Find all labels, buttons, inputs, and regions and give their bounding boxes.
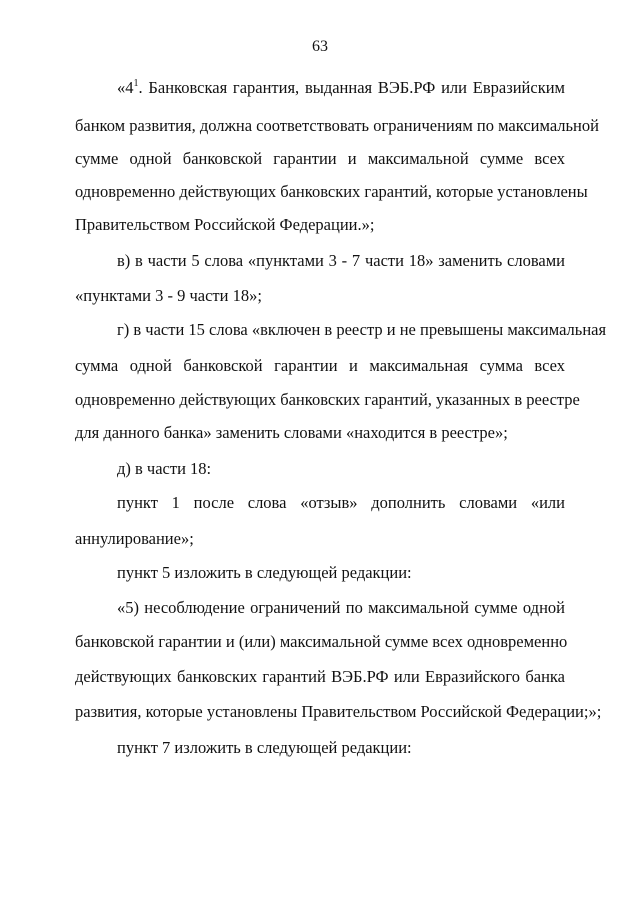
paragraph-line: пункт 5 изложить в следующей редакции: <box>117 563 412 582</box>
paragraph-line: сумме одной банковской гарантии и максимальной сумме всех <box>75 149 565 168</box>
paragraph-line: «5) несоблюдение ограничений по максимальной сумме одной <box>117 598 565 617</box>
paragraph-line: банком развития, должна соответствовать ограничениям по максимальной <box>75 116 599 135</box>
paragraph-line: банковской гарантии и (или) максимальной сумме всех одновременно <box>75 632 568 651</box>
paragraph-line: для данного банка» заменить словами «находится в реестре»; <box>75 423 508 442</box>
quote-prefix: «4 <box>117 78 134 97</box>
paragraph-line: развития, которые установлены Правительством Российской Федерации;»; <box>75 702 602 721</box>
paragraph-line: аннулирование»; <box>75 529 194 548</box>
superscript: 1 <box>133 78 139 89</box>
paragraph-line: д) в части 18: <box>117 459 212 478</box>
paragraph-line <box>117 78 565 98</box>
line-text: . Банковская гарантия, выданная ВЭБ.РФ или Евразийским <box>138 78 565 97</box>
paragraph-line: г) в части 15 слова «включен в реестр и не превышены максимальная <box>117 320 607 339</box>
paragraph-line: пункт 7 изложить в следующей редакции: <box>117 738 412 757</box>
paragraph-line: Правительством Российской Федерации.»; <box>75 215 375 234</box>
paragraph-line: в) в части 5 слова «пунктами 3 - 7 части 18» заменить словами <box>117 251 565 270</box>
paragraph-line: действующих банковских гарантий ВЭБ.РФ или Евразийского банка <box>75 667 565 686</box>
paragraph-line: пункт 1 после слова «отзыв» дополнить словами «или <box>117 493 565 512</box>
paragraph-line: одновременно действующих банковских гарантий, которые установлены <box>75 182 588 201</box>
paragraph-line: сумма одной банковской гарантии и максимальная сумма всех <box>75 356 565 375</box>
paragraph-line: «пунктами 3 - 9 части 18»; <box>75 286 262 305</box>
paragraph-line: одновременно действующих банковских гарантий, указанных в реестре <box>75 390 580 409</box>
page-number: 63 <box>312 38 328 55</box>
